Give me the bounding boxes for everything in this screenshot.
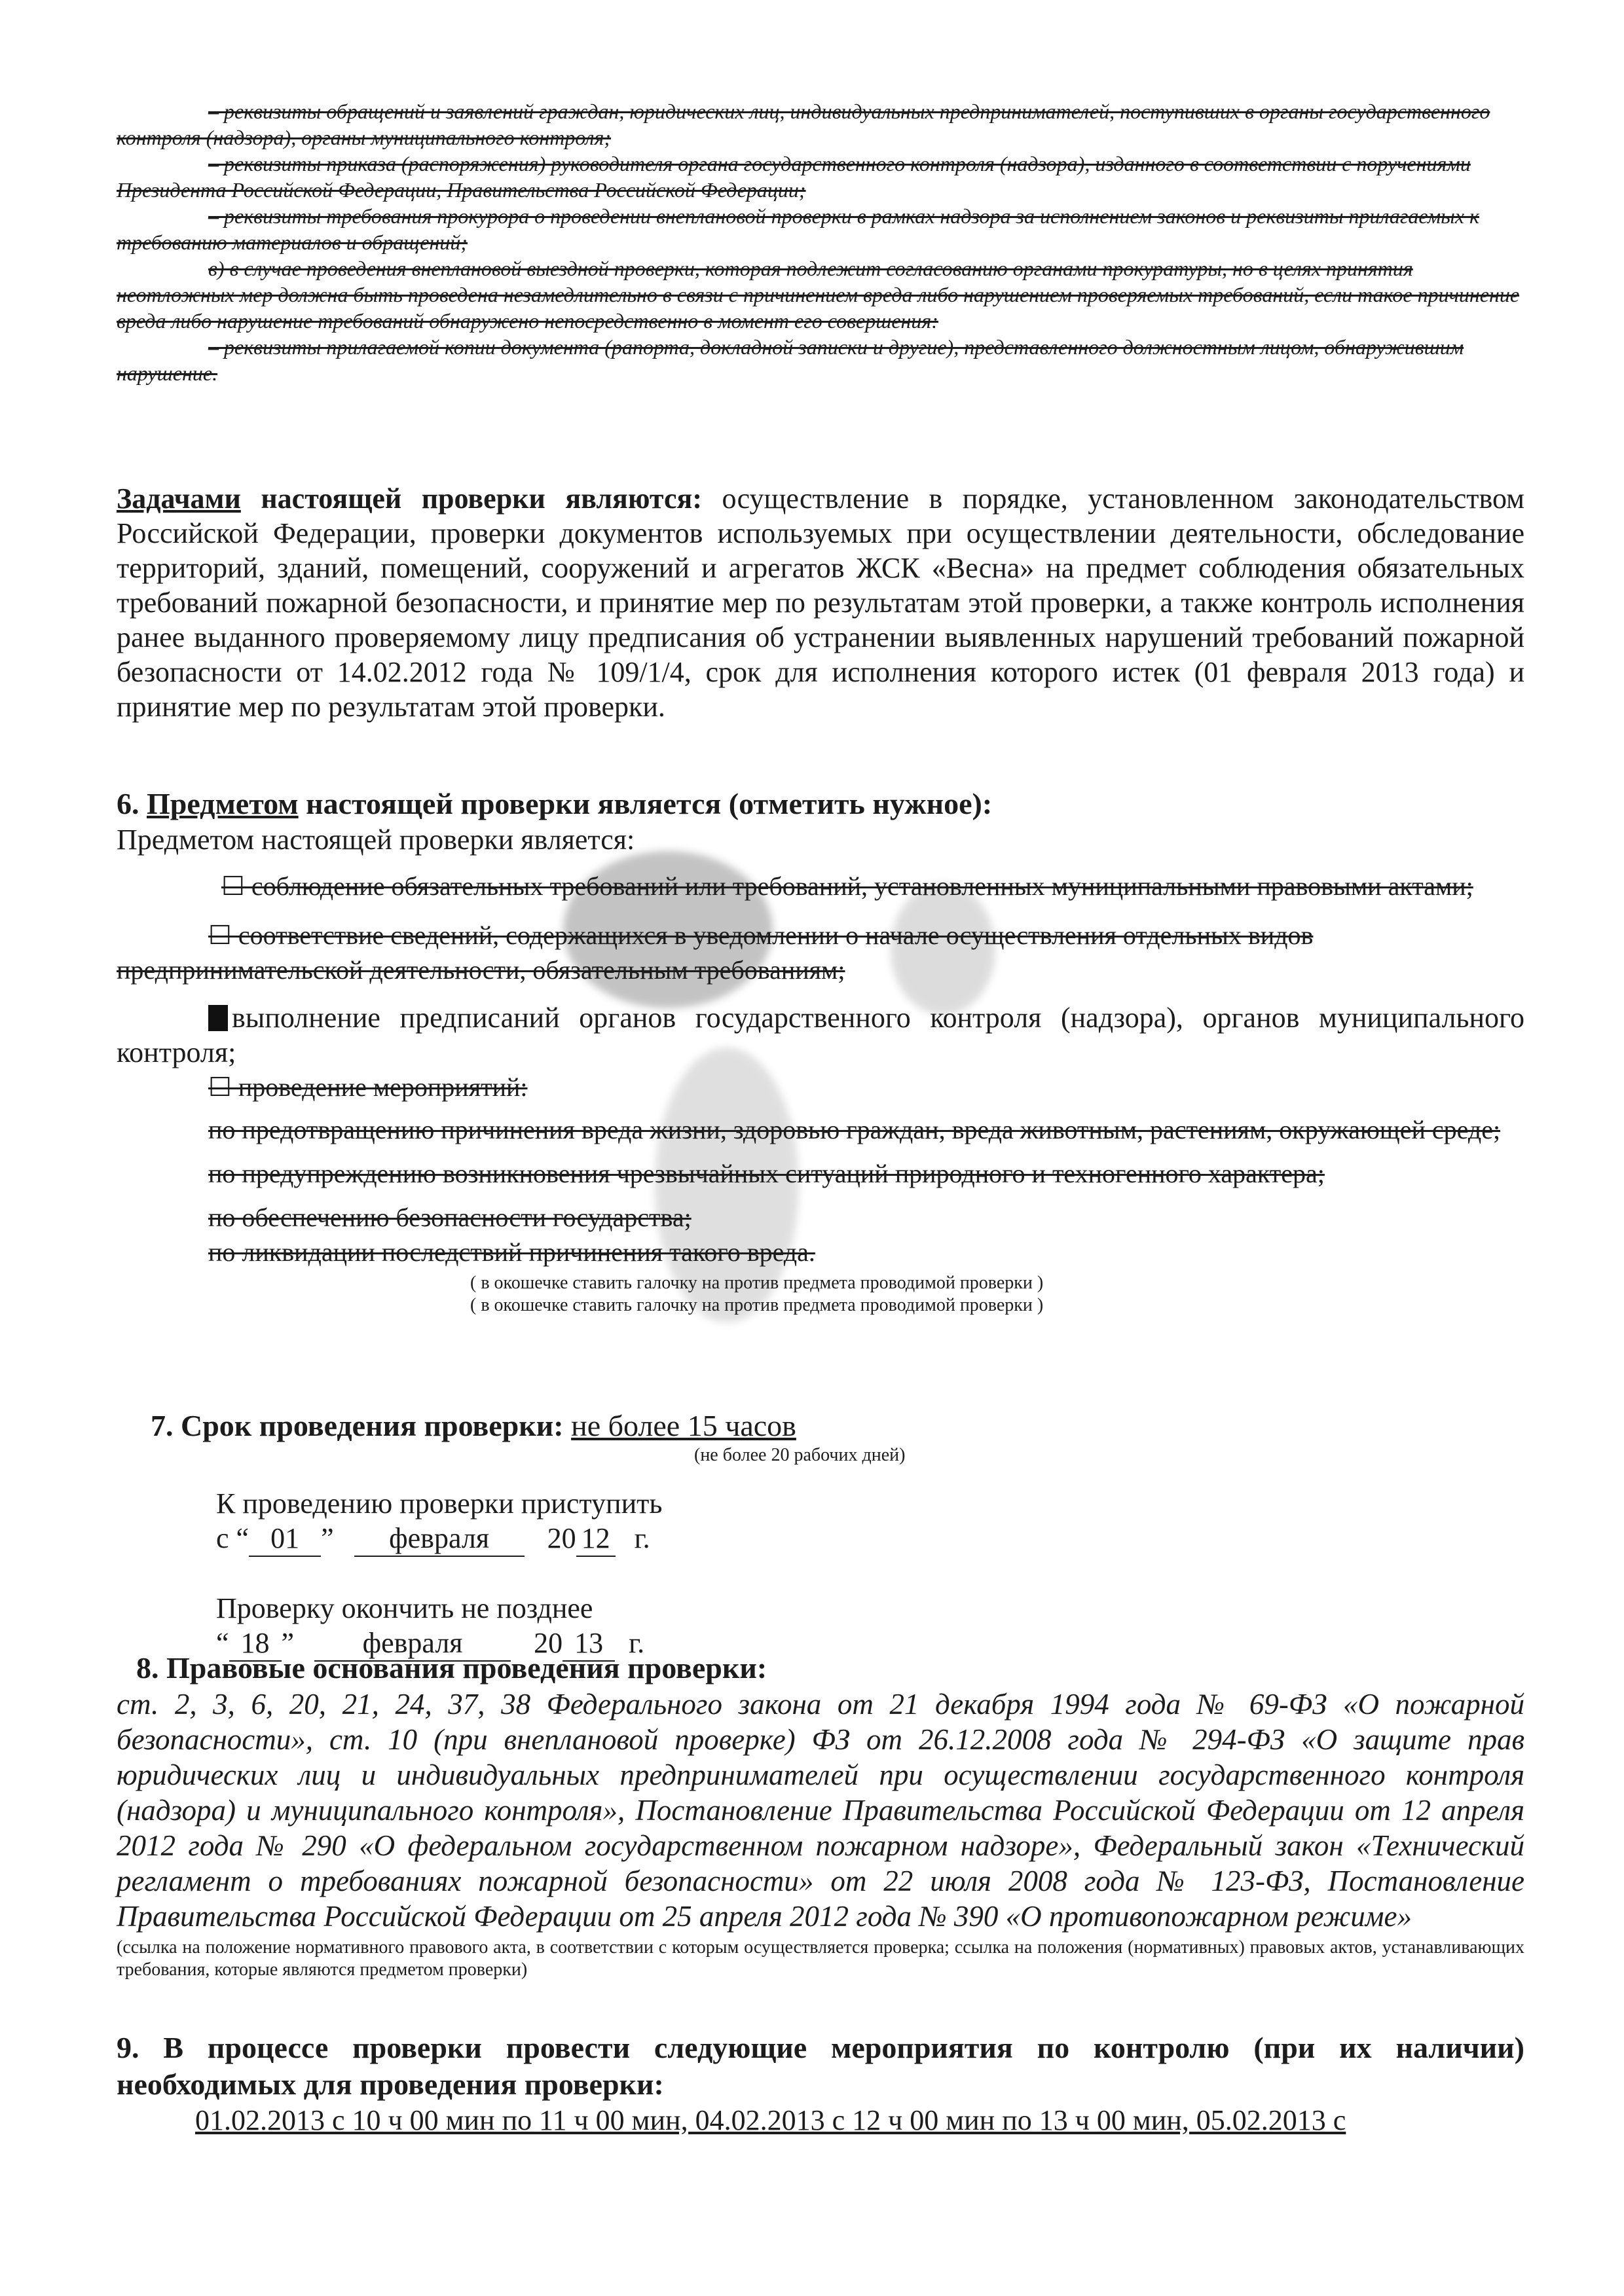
struck-item: – реквизиты приказа (распоряжения) руководителя органа государственного контроля (надзора), изданного в соответствии с поручениями Президента Российской Федерации, Правительства Российской Федерации; [117, 152, 1471, 202]
section-6-intro: Предметом настоящей проверки является: [117, 824, 635, 856]
start-year: 12 [576, 1521, 616, 1557]
duration-value: не более 15 часов [571, 1409, 796, 1442]
duration-note: (не более 20 рабочих дней) [694, 1445, 906, 1465]
end-day: 18 [229, 1626, 282, 1662]
measure-item: по обеспечению безопасности государства; [208, 1203, 692, 1232]
tasks-text: осуществление в порядке, установленном законодательством Российской Федерации, проверки документов используемых при осуществлении деятельности, обследование территорий, зданий, помещений, сооружений и агрегатов ЖСК «Весна» на предмет соблюдения обязательных требований пожарной безопасности, и принятие мер по результатам этой проверки, а также контроль исполнения ранее выданного проверяемому лицу предписания об устранении выявленных нарушений требований пожарной безопасности от 14.02.2012 года № 109/1/4, срок для исполнения которого истек (01 февраля 2013 года) и принятие мер по результатам этой проверки. [117, 483, 1524, 723]
end-month: февраля [314, 1626, 511, 1662]
struck-item: – реквизиты требования прокурора о проведении внеплановой проверки в рамках надзора за исполнением законов и реквизиты прилагаемых к требованию материалов и обращений; [117, 204, 1479, 254]
checkbox-checked[interactable] [208, 1005, 228, 1031]
section-9-heading: 9. В процессе проверки провести следующие мероприятия по контролю (при их наличии) необходимых для проведения проверки: [117, 2031, 1524, 2101]
start-month: февраля [354, 1521, 525, 1557]
schedule-line: 01.02.2013 с 10 ч 00 мин по 11 ч 00 мин, 04.02.2013 с 12 ч 00 мин по 13 ч 00 мин, 05.02.2013 с [195, 2104, 1346, 2136]
section-7-heading: 7. Срок проведения проверки: [151, 1409, 564, 1442]
section-8 [117, 1650, 1524, 1981]
checkbox-note: ( в окошечке ставить галочку на против предмета проводимой проверки ) [470, 1295, 1044, 1315]
legal-grounds: ст. 2, 3, 6, 20, 21, 24, 37, 38 Федерального закона от 21 декабря 1994 года № 69-ФЗ «О пожарной безопасности», ст. 10 (при внеплановой проверке) ФЗ от 26.12.2008 года № 294-ФЗ «О защите прав юридических лиц и индивидуальных предпринимателей при осуществлении государственного контроля (надзора) и муниципального контроля», Постановление Правительства Российской Федерации от 12 апреля 2012 года № 290 «О федеральном государственном пожарном надзоре», Федеральный закон «Технический регламент о требованиях пожарной безопасности» от 22 июля 2008 года № 123-ФЗ, Постановление Правительства Российской Федерации от 25 апреля 2012 года № 390 «О противопожарном режиме» [117, 1688, 1524, 1933]
end-year: 13 [563, 1626, 615, 1662]
struck-item: в) в случае проведения внеплановой выездной проверки, которая подлежит согласованию органами прокуратуры, но в целях принятия неотложных мер должна быть проведена незамедлительно в связи с причинением вреда либо нарушением проверяемых требований, если такое причинение вреда либо нарушение требований обнаружено непосредственно в момент его совершения: [117, 257, 1520, 333]
end-label: Проверку окончить не позднее [216, 1592, 593, 1624]
option-obligatory: ☐ соблюдение обязательных требований или требований, установленных муниципальными правовыми актами; [221, 871, 1473, 901]
start-day: 01 [249, 1521, 321, 1557]
tasks-heading: Задачами [117, 483, 241, 515]
start-date: с “ 01 ” февраля 20 12 г. [151, 1521, 1559, 1557]
end-date: “ 18 ” февраля 20 13 г. [151, 1626, 1559, 1662]
option-notification: ☐ соответствие сведений, содержащихся в уведомлении о начале осуществления отдельных видов предпринимательской деятельности, обязательным требованиям; [117, 920, 1314, 985]
tasks-paragraph [117, 481, 1524, 724]
start-label: К проведению проверки приступить [216, 1487, 663, 1520]
section-6 [117, 786, 1524, 1317]
section-6-heading: 6. Предметом настоящей проверки является (отметить нужное): [117, 787, 993, 820]
measure-item: по предотвращению причинения вреда жизни, здоровью граждан, вреда животным, растениям, окружающей среде; [208, 1115, 1501, 1144]
section-9 [117, 2030, 1524, 2138]
section-7 [151, 1408, 1559, 1662]
legal-grounds-note: (ссылка на положение нормативного правового акта, в соответствии с которым осуществляется проверка; ссылка на положения (нормативных) правовых актов, устанавливающих требования, которые являются предметом проверки) [117, 1937, 1524, 1980]
struck-requisites [117, 98, 1524, 386]
measure-item: по предупреждению возникновения чрезвычайных ситуаций природного и техногенного характера; [208, 1159, 1325, 1188]
checkbox-note: ( в окошечке ставить галочку на против предмета проводимой проверки ) [470, 1273, 1044, 1293]
struck-item: – реквизиты прилагаемой копии документа (рапорта, докладной записки и другие), представленного должностным лицом, обнаружившим нарушение. [117, 335, 1464, 385]
measure-item: по ликвидации последствий причинения такого вреда. [208, 1237, 815, 1267]
struck-item: – реквизиты обращений и заявлений граждан, юридических лиц, индивидуальных предпринимателей, поступивших в органы государственного контроля (надзора), органы муниципального контроля; [117, 100, 1490, 149]
option-prescriptions: выполнение предписаний органов государственного контроля (надзора), органов муниципального контроля; [117, 1002, 1524, 1068]
section-8-heading: 8. Правовые основания проведения проверки: [136, 1651, 767, 1685]
tasks-heading-rest: настоящей проверки являются: [240, 483, 703, 515]
option-measures: ☐ проведение мероприятий: [208, 1072, 528, 1102]
